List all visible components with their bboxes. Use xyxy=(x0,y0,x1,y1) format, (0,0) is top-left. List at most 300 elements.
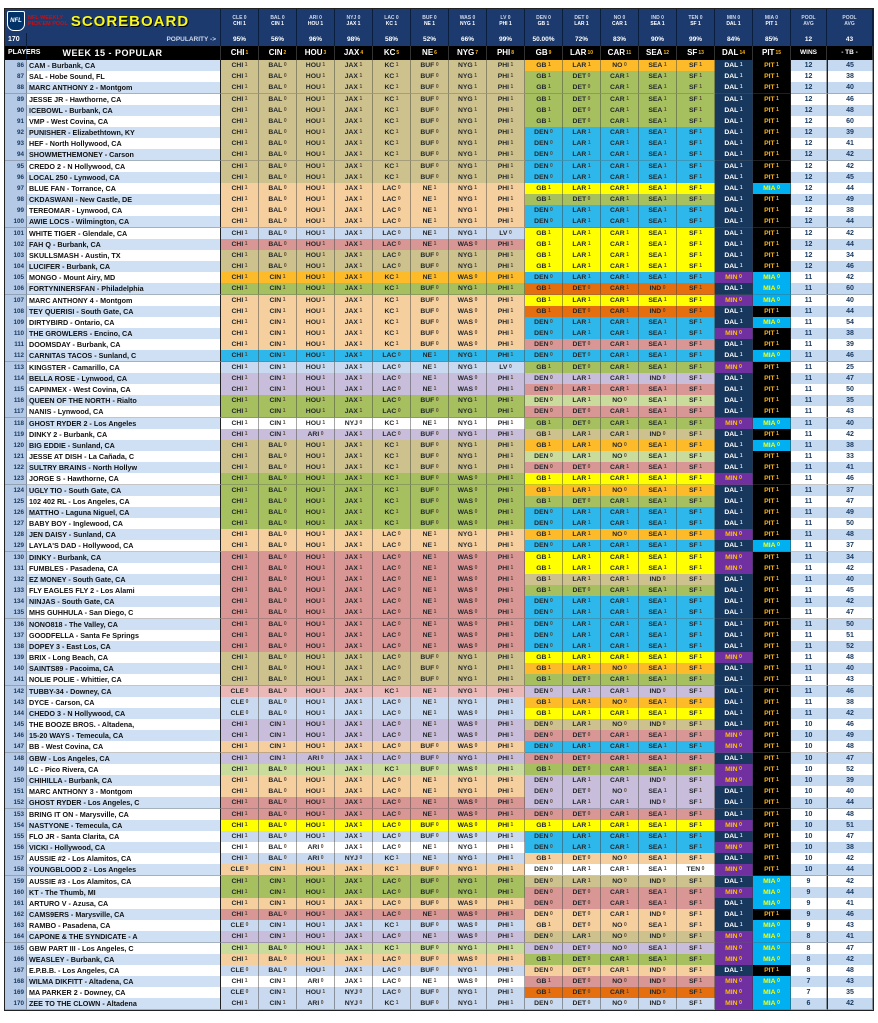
pick-cell-pit: PIT 1 xyxy=(753,485,791,497)
tiebreaker-value: 47 xyxy=(827,943,873,955)
pick-cell: DET 0 xyxy=(563,362,601,374)
pick-cell: HOU 1 xyxy=(297,71,335,83)
pick-cell: HOU 1 xyxy=(297,473,335,485)
pick-cell: CHI 1 xyxy=(221,295,259,307)
pick-cell: NYG 1 xyxy=(449,775,487,787)
scoreboard-table xyxy=(4,8,874,1011)
pick-cell: SF 1 xyxy=(677,552,715,564)
pick-cell: CAR 1 xyxy=(601,216,639,228)
table-row xyxy=(5,205,873,216)
pick-cell: JAX 1 xyxy=(335,764,373,776)
tiebreaker-value: 47 xyxy=(827,496,873,508)
pick-cell: CHI 1 xyxy=(221,674,259,686)
tiebreaker-value: 42 xyxy=(827,596,873,608)
table-row xyxy=(5,306,873,317)
table-row xyxy=(5,462,873,473)
pick-cell: CHI 1 xyxy=(221,339,259,351)
pick-cell-dal: MIN 0 xyxy=(715,272,753,284)
pick-cell-pit: MIA 0 xyxy=(753,540,791,552)
pick-cell: LAC 0 xyxy=(373,965,411,977)
pick-cell: JAX 1 xyxy=(335,876,373,888)
header-row-matchups xyxy=(5,9,873,33)
pick-cell: CHI 1 xyxy=(221,395,259,407)
pick-cell-pit: MIA 0 xyxy=(753,183,791,195)
table-row xyxy=(5,652,873,663)
pick-cell: PHI 1 xyxy=(487,406,525,418)
pick-cell: NYG 1 xyxy=(449,283,487,295)
pick-cell: SF 1 xyxy=(677,239,715,251)
pick-cell: PHI 1 xyxy=(487,94,525,106)
player-name: AWIE LOCS - Wilmington, CA xyxy=(27,216,221,228)
pick-cell: CIN 1 xyxy=(259,876,297,888)
pick-cell: HOU 1 xyxy=(297,909,335,921)
pick-cell: WAS 0 xyxy=(449,741,487,753)
pick-cell: CAR 1 xyxy=(601,261,639,273)
wins-value: 11 xyxy=(791,306,827,318)
pick-cell: CLE 0 xyxy=(221,864,259,876)
pick-cell: LAC 0 xyxy=(373,630,411,642)
pick-cell: LV 0 xyxy=(487,362,525,374)
pick-cell: PHI 1 xyxy=(487,697,525,709)
matchup-header: DEN 0 GB 1 xyxy=(525,9,563,33)
pick-cell: LAR 1 xyxy=(563,641,601,653)
pick-cell: SEA 1 xyxy=(639,943,677,955)
pick-cell: GB 1 xyxy=(525,194,563,206)
wins-value: 10 xyxy=(791,741,827,753)
pick-cell: PHI 1 xyxy=(487,127,525,139)
pick-cell-pit: PIT 1 xyxy=(753,339,791,351)
pick-cell: NE 1 xyxy=(411,730,449,742)
wins-value: 11 xyxy=(791,451,827,463)
pick-cell: LAC 0 xyxy=(373,373,411,385)
table-row xyxy=(5,607,873,618)
pick-cell: SF 1 xyxy=(677,496,715,508)
pick-cell: CAR 1 xyxy=(601,418,639,430)
pick-cell: HOU 1 xyxy=(297,362,335,374)
popularity-pct: 83% xyxy=(601,33,639,59)
pick-cell-dal: DAL 1 xyxy=(715,674,753,686)
pick-cell: CHI 1 xyxy=(221,954,259,966)
pick-cell: CHI 1 xyxy=(221,786,259,798)
pick-cell: CHI 1 xyxy=(221,820,259,832)
wins-value: 11 xyxy=(791,362,827,374)
pick-cell: JAX 1 xyxy=(335,295,373,307)
player-name: 15-20 WAYS - Temecula, CA xyxy=(27,730,221,742)
team-column-header: LAR$^{10}$ xyxy=(563,46,601,60)
pick-cell: CLE 0 xyxy=(221,987,259,999)
pick-cell: SF 1 xyxy=(677,797,715,809)
player-name: ICEBOWL - Burbank, CA xyxy=(27,105,221,117)
pick-cell: LAR 1 xyxy=(563,395,601,407)
pick-cell-dal: DAL 1 xyxy=(715,630,753,642)
player-rank: 94 xyxy=(5,149,27,161)
tiebreaker-value: 46 xyxy=(827,473,873,485)
table-row xyxy=(5,686,873,697)
popularity-pct: 85% xyxy=(753,33,791,59)
pick-cell: SF 1 xyxy=(677,887,715,899)
pick-cell-pit: PIT 1 xyxy=(753,429,791,441)
pick-cell: CAR 1 xyxy=(601,797,639,809)
pick-cell-dal: MIN 0 xyxy=(715,954,753,966)
pick-cell: CHI 1 xyxy=(221,943,259,955)
header-logo xyxy=(5,9,221,33)
player-rank: 155 xyxy=(5,831,27,843)
pick-cell: HOU 1 xyxy=(297,563,335,575)
pick-cell: PHI 1 xyxy=(487,116,525,128)
tiebreaker-value: 33 xyxy=(827,451,873,463)
pick-cell: NO 0 xyxy=(601,976,639,988)
pick-cell: IND 0 xyxy=(639,719,677,731)
pick-cell: WAS 0 xyxy=(449,485,487,497)
pick-cell: KC 1 xyxy=(373,105,411,117)
pick-cell: DEN 0 xyxy=(525,205,563,217)
matchup-header: BAL 0 CIN 1 xyxy=(259,9,297,33)
tiebreaker-value: 60 xyxy=(827,283,873,295)
pick-cell: JAX 1 xyxy=(335,920,373,932)
pick-cell: CAR 1 xyxy=(601,909,639,921)
pick-cell: WAS 0 xyxy=(449,920,487,932)
pick-cell: WAS 0 xyxy=(449,272,487,284)
pick-cell: CHI 1 xyxy=(221,138,259,150)
pick-cell-pit: PIT 1 xyxy=(753,362,791,374)
pick-cell: CHI 1 xyxy=(221,485,259,497)
pick-cell: BUF 0 xyxy=(411,965,449,977)
pick-cell: SF 1 xyxy=(677,898,715,910)
pick-cell-dal: DAL 1 xyxy=(715,641,753,653)
player-name: TEY QUERISI - South Gate, CA xyxy=(27,306,221,318)
pick-cell: LAC 0 xyxy=(373,719,411,731)
wins-value: 7 xyxy=(791,976,827,988)
pick-cell-pit: PIT 1 xyxy=(753,228,791,240)
pick-cell: JAX 1 xyxy=(335,741,373,753)
pick-cell: CAR 1 xyxy=(601,317,639,329)
pick-cell: CAR 1 xyxy=(601,161,639,173)
pick-cell: CHI 1 xyxy=(221,898,259,910)
pick-cell: DEN 0 xyxy=(525,931,563,943)
pick-cell: SEA 1 xyxy=(639,149,677,161)
pick-cell: NE 1 xyxy=(411,976,449,988)
pick-cell: NE 1 xyxy=(411,216,449,228)
pick-cell: BAL 0 xyxy=(259,652,297,664)
pick-cell: SF 1 xyxy=(677,228,715,240)
pick-cell: KC 1 xyxy=(373,496,411,508)
wins-value: 10 xyxy=(791,797,827,809)
pick-cell: DET 0 xyxy=(563,943,601,955)
pick-cell: PHI 1 xyxy=(487,730,525,742)
pick-cell: LAC 0 xyxy=(373,674,411,686)
pick-cell: GB 1 xyxy=(525,574,563,586)
pick-cell: BAL 0 xyxy=(259,552,297,564)
pick-cell: NYG 1 xyxy=(449,429,487,441)
tiebreaker-value: 25 xyxy=(827,362,873,374)
pick-cell: CIN 1 xyxy=(259,339,297,351)
pick-cell: LAR 1 xyxy=(563,138,601,150)
pick-cell: KC 1 xyxy=(373,764,411,776)
pick-cell: DEN 0 xyxy=(525,328,563,340)
pick-cell: PHI 1 xyxy=(487,741,525,753)
pick-cell: BAL 0 xyxy=(259,529,297,541)
pick-cell: GB 1 xyxy=(525,250,563,262)
pick-cell: GB 1 xyxy=(525,82,563,94)
pick-cell: JAX 1 xyxy=(335,328,373,340)
pick-cell: BAL 0 xyxy=(259,71,297,83)
pick-cell: PHI 1 xyxy=(487,82,525,94)
player-name: MARC ANTHONY 3 - Montgom xyxy=(27,786,221,798)
pick-cell: NO 0 xyxy=(601,451,639,463)
table-row xyxy=(5,797,873,808)
pick-cell: JAX 1 xyxy=(335,183,373,195)
pick-cell: SF 1 xyxy=(677,730,715,742)
tiebreaker-value: 42 xyxy=(827,161,873,173)
pick-cell: CAR 1 xyxy=(601,82,639,94)
pick-cell: DEN 0 xyxy=(525,842,563,854)
pick-cell: BAL 0 xyxy=(259,853,297,865)
player-name: CAPINMEX - West Covina, CA xyxy=(27,384,221,396)
pick-cell: SEA 1 xyxy=(639,730,677,742)
wins-value: 11 xyxy=(791,674,827,686)
pick-cell: WAS 0 xyxy=(449,954,487,966)
pick-cell: CAR 1 xyxy=(601,741,639,753)
pick-cell: IND 0 xyxy=(639,797,677,809)
pick-cell: PHI 1 xyxy=(487,820,525,832)
player-name: BABY BOY - Inglewood, CA xyxy=(27,518,221,530)
pick-cell: IND 0 xyxy=(639,931,677,943)
pick-cell: CAR 1 xyxy=(601,507,639,519)
pick-cell: LAC 0 xyxy=(373,831,411,843)
player-name: NANIS - Lynwood, CA xyxy=(27,406,221,418)
pick-cell: NE 1 xyxy=(411,809,449,821)
pick-cell: BUF 0 xyxy=(411,998,449,1010)
pick-cell: SEA 1 xyxy=(639,161,677,173)
player-rank: 108 xyxy=(5,306,27,318)
pick-cell: JAX 1 xyxy=(335,116,373,128)
pick-cell: SF 1 xyxy=(677,317,715,329)
pick-cell: JAX 1 xyxy=(335,529,373,541)
matchup-header: BUF 0 NE 1 xyxy=(411,9,449,33)
pick-cell: GB 1 xyxy=(525,976,563,988)
tiebreaker-value: 54 xyxy=(827,317,873,329)
pick-cell-pit: PIT 1 xyxy=(753,250,791,262)
pick-cell: JAX 1 xyxy=(335,71,373,83)
pick-cell: SF 1 xyxy=(677,943,715,955)
pick-cell: CHI 1 xyxy=(221,350,259,362)
player-rank: 159 xyxy=(5,876,27,888)
pick-cell: NYG 1 xyxy=(449,127,487,139)
player-rank: 90 xyxy=(5,105,27,117)
table-row xyxy=(5,831,873,842)
wins-value: 7 xyxy=(791,987,827,999)
pick-cell: SEA 1 xyxy=(639,831,677,843)
pick-cell: LAR 1 xyxy=(563,172,601,184)
pick-cell: DEN 0 xyxy=(525,998,563,1010)
player-name: FLO JR - Santa Clarita, CA xyxy=(27,831,221,843)
table-row xyxy=(5,373,873,384)
pick-cell-dal: MIN 0 xyxy=(715,842,753,854)
tiebreaker-value: 40 xyxy=(827,418,873,430)
pick-cell: CHI 1 xyxy=(221,753,259,765)
tiebreaker-value: 37 xyxy=(827,540,873,552)
pick-cell: SEA 1 xyxy=(639,339,677,351)
pick-cell-pit: PIT 1 xyxy=(753,809,791,821)
player-rank: 160 xyxy=(5,887,27,899)
player-rank: 147 xyxy=(5,741,27,753)
table-row xyxy=(5,239,873,250)
pick-cell: ARI 0 xyxy=(297,429,335,441)
pick-cell: SF 1 xyxy=(677,94,715,106)
pick-cell: CAR 1 xyxy=(601,641,639,653)
table-row xyxy=(5,507,873,518)
player-rank: 120 xyxy=(5,440,27,452)
wins-value: 11 xyxy=(791,708,827,720)
pick-cell-pit: MIA 0 xyxy=(753,887,791,899)
pick-cell: LAC 0 xyxy=(373,931,411,943)
matchup-header: TEN 0 SF 1 xyxy=(677,9,715,33)
pick-cell: SF 1 xyxy=(677,172,715,184)
pick-cell: GB 1 xyxy=(525,71,563,83)
pick-cell: PHI 1 xyxy=(487,161,525,173)
pick-cell: PHI 1 xyxy=(487,395,525,407)
pick-cell: SF 1 xyxy=(677,105,715,117)
pick-cell: DEN 0 xyxy=(525,876,563,888)
pick-cell: JAX 1 xyxy=(335,641,373,653)
pick-cell-dal: MIN 0 xyxy=(715,362,753,374)
pick-cell-dal: DAL 1 xyxy=(715,228,753,240)
pick-cell: PHI 1 xyxy=(487,630,525,642)
pick-cell: HOU 1 xyxy=(297,395,335,407)
pick-cell: BAL 0 xyxy=(259,60,297,72)
tiebreaker-value: 51 xyxy=(827,630,873,642)
pick-cell: IND 0 xyxy=(639,283,677,295)
table-row xyxy=(5,820,873,831)
pick-cell: CAR 1 xyxy=(601,328,639,340)
pick-cell: CAR 1 xyxy=(601,753,639,765)
pick-cell-dal: MIN 0 xyxy=(715,652,753,664)
player-rank: 96 xyxy=(5,172,27,184)
pick-cell: CAR 1 xyxy=(601,250,639,262)
wins-value: 12 xyxy=(791,82,827,94)
pick-cell: CAR 1 xyxy=(601,105,639,117)
pick-cell: SEA 1 xyxy=(639,473,677,485)
pick-cell: SF 1 xyxy=(677,853,715,865)
tiebreaker-value: 42 xyxy=(827,272,873,284)
pick-cell: PHI 1 xyxy=(487,708,525,720)
pick-cell: CAR 1 xyxy=(601,283,639,295)
pick-cell: NO 0 xyxy=(601,876,639,888)
pick-cell-dal: DAL 1 xyxy=(715,496,753,508)
player-rank: 139 xyxy=(5,652,27,664)
pick-cell: NYG 1 xyxy=(449,529,487,541)
pick-cell-pit: PIT 1 xyxy=(753,373,791,385)
pick-cell: WAS 0 xyxy=(449,607,487,619)
pick-cell: PHI 1 xyxy=(487,429,525,441)
pick-cell: GB 1 xyxy=(525,183,563,195)
player-name: DYCE - Carson, CA xyxy=(27,697,221,709)
pick-cell: NYG 1 xyxy=(449,250,487,262)
pick-cell: HOU 1 xyxy=(297,719,335,731)
pick-cell: WAS 0 xyxy=(449,306,487,318)
pick-cell: JAX 1 xyxy=(335,149,373,161)
pick-cell: LAC 0 xyxy=(373,362,411,374)
tiebreaker-value: 52 xyxy=(827,641,873,653)
tiebreaker-value: 50 xyxy=(827,384,873,396)
pick-cell: CAR 1 xyxy=(601,652,639,664)
pick-cell: DEN 0 xyxy=(525,149,563,161)
pick-cell: HOU 1 xyxy=(297,205,335,217)
pick-cell-dal: DAL 1 xyxy=(715,585,753,597)
pick-cell-dal: DAL 1 xyxy=(715,149,753,161)
pick-cell: SEA 1 xyxy=(639,272,677,284)
pick-cell: CHI 1 xyxy=(221,228,259,240)
player-name: MARC ANTHONY 4 - Montgom xyxy=(27,295,221,307)
tiebreaker-value: 38 xyxy=(827,440,873,452)
pick-cell: SF 1 xyxy=(677,753,715,765)
pick-cell: LAR 1 xyxy=(563,328,601,340)
player-rank: 167 xyxy=(5,965,27,977)
pick-cell: HOU 1 xyxy=(297,161,335,173)
pick-cell: PHI 1 xyxy=(487,172,525,184)
pick-cell: SEA 1 xyxy=(639,172,677,184)
pick-cell: NYG 1 xyxy=(449,864,487,876)
pick-cell: CAR 1 xyxy=(601,987,639,999)
pick-cell: SEA 1 xyxy=(639,395,677,407)
pick-cell: JAX 1 xyxy=(335,339,373,351)
pick-cell: SEA 1 xyxy=(639,607,677,619)
pick-cell: PHI 1 xyxy=(487,585,525,597)
pick-cell: PHI 1 xyxy=(487,339,525,351)
tiebreaker-value: 38 xyxy=(827,205,873,217)
wins-value: 12 xyxy=(791,239,827,251)
tiebreaker-value: 42 xyxy=(827,998,873,1010)
pick-cell-pit: PIT 1 xyxy=(753,741,791,753)
tiebreaker-value: 34 xyxy=(827,552,873,564)
pick-cell: CAR 1 xyxy=(601,473,639,485)
pick-cell: LAC 0 xyxy=(373,350,411,362)
pick-cell: KC 1 xyxy=(373,172,411,184)
player-rank: 158 xyxy=(5,864,27,876)
player-rank: 114 xyxy=(5,373,27,385)
pick-cell: SEA 1 xyxy=(639,317,677,329)
tiebreaker-value: 45 xyxy=(827,60,873,72)
pick-cell: CAR 1 xyxy=(601,138,639,150)
pick-cell-pit: PIT 1 xyxy=(753,306,791,318)
player-name: CHEDO 3 - N Hollywood, CA xyxy=(27,708,221,720)
wins-value: 11 xyxy=(791,295,827,307)
pick-cell: BAL 0 xyxy=(259,473,297,485)
pick-cell: BUF 0 xyxy=(411,876,449,888)
pick-cell: JAX 1 xyxy=(335,250,373,262)
popularity-pct: 99% xyxy=(487,33,525,59)
wins-value: 11 xyxy=(791,697,827,709)
pick-cell: WAS 0 xyxy=(449,585,487,597)
pick-cell: BAL 0 xyxy=(259,909,297,921)
pick-cell: NO 0 xyxy=(601,853,639,865)
pick-cell-pit: MIA 0 xyxy=(753,418,791,430)
player-name: NOLIE POLIE - Whittier, CA xyxy=(27,674,221,686)
table-row xyxy=(5,317,873,328)
pick-cell-dal: DAL 1 xyxy=(715,540,753,552)
pick-cell: WAS 0 xyxy=(449,563,487,575)
pick-cell-pit: PIT 1 xyxy=(753,786,791,798)
pick-cell: HOU 1 xyxy=(297,60,335,72)
player-name: GBW PART III - Los Angeles, C xyxy=(27,943,221,955)
pick-cell-dal: DAL 1 xyxy=(715,920,753,932)
pick-cell: CIN 1 xyxy=(259,976,297,988)
pick-cell: PHI 1 xyxy=(487,607,525,619)
pick-cell: BAL 0 xyxy=(259,228,297,240)
wins-value: 12 xyxy=(791,71,827,83)
pick-cell: NE 1 xyxy=(411,418,449,430)
player-name: DINKY 2 - Burbank, CA xyxy=(27,429,221,441)
